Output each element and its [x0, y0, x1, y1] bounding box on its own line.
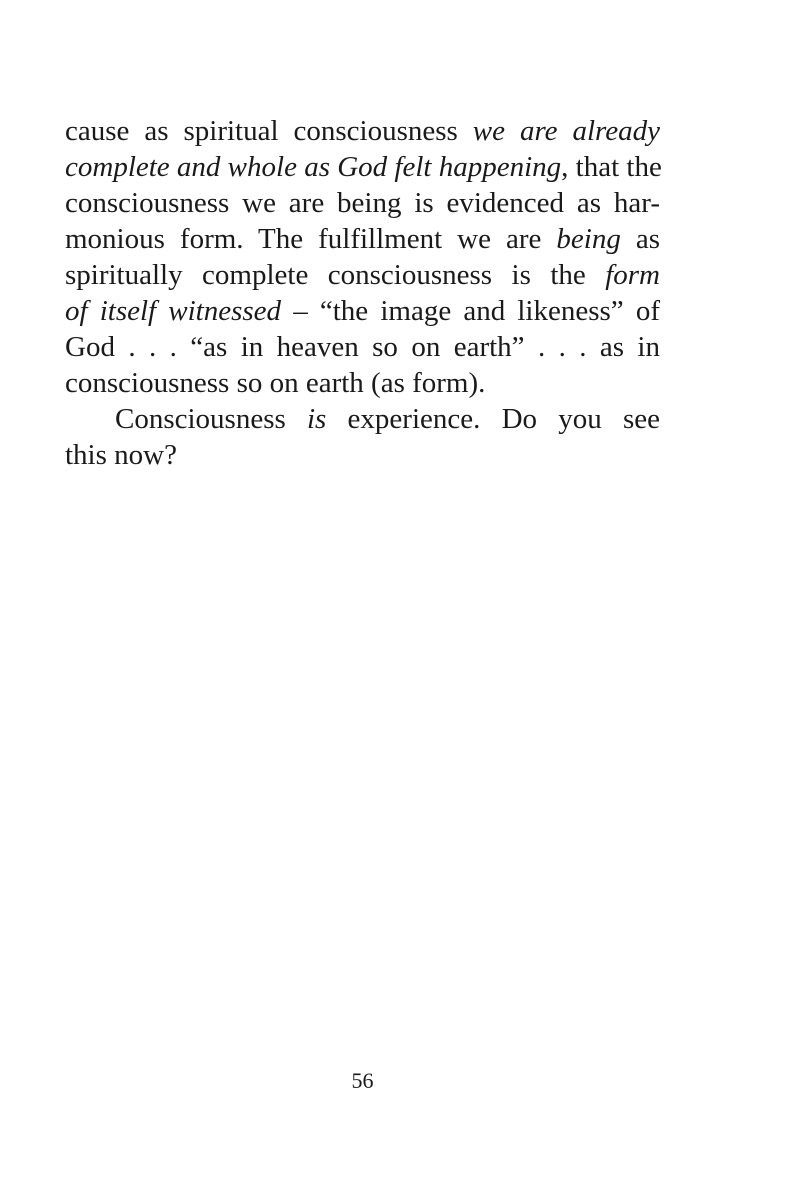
text-run: Consciousness	[115, 403, 307, 435]
italic-text-run: is	[307, 403, 327, 435]
text-run: monious form. The fulfillment we are	[65, 223, 557, 255]
text-line	[65, 293, 660, 329]
page-body	[65, 113, 660, 473]
text-run: as	[620, 223, 660, 255]
italic-text-run: form	[605, 259, 660, 291]
text-run: , that the	[561, 151, 662, 183]
text-run: cause as spiritual consciousness	[65, 115, 473, 147]
text-run: consciousness we are being is evidenced as har-	[65, 187, 660, 219]
italic-text-run: being	[556, 223, 621, 255]
text-line	[65, 437, 660, 473]
italic-text-run: we are already	[472, 115, 660, 147]
text-run: experience. Do you see	[326, 403, 660, 435]
text-run: God . . . “as in heaven so on earth” . . . as in	[65, 331, 660, 363]
text-line	[65, 221, 660, 257]
text-run: – “the image and likeness” of	[281, 295, 660, 327]
text-run: consciousness so on earth (as form).	[65, 367, 486, 399]
text-line	[65, 149, 660, 185]
text-run: spiritually complete consciousness is the	[65, 259, 606, 291]
text-line	[65, 365, 660, 401]
text-line	[65, 329, 660, 365]
italic-text-run: of itself witnessed	[65, 295, 282, 327]
text-run: this now?	[65, 439, 177, 471]
text-line	[65, 185, 660, 221]
text-line	[65, 401, 660, 437]
page-number: 56	[351, 1068, 374, 1093]
text-line	[65, 113, 660, 149]
text-line	[65, 257, 660, 293]
italic-text-run: complete and whole as God felt happening	[65, 151, 562, 183]
